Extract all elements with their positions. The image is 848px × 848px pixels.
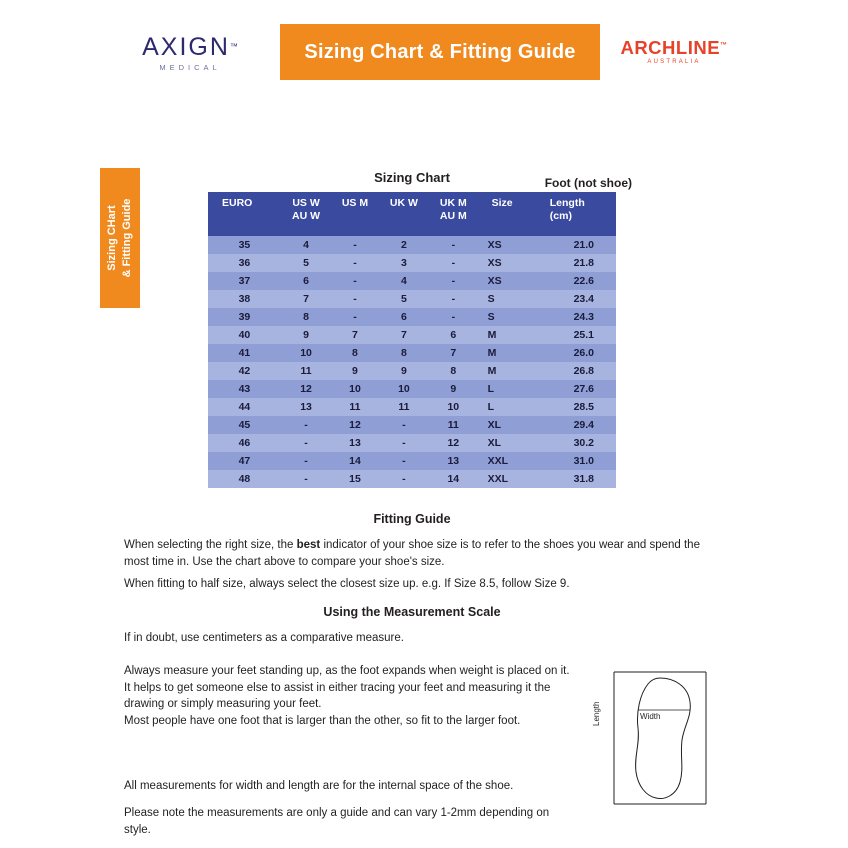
table-cell: 40: [208, 326, 281, 344]
axign-logo-tm: ™: [229, 42, 238, 51]
table-cell: 45: [208, 416, 281, 434]
table-cell: 10: [281, 344, 331, 362]
sizing-table-col-5: UK M AU M: [429, 192, 478, 236]
table-row: [208, 434, 616, 452]
archline-logo-name: ARCHLINE: [620, 36, 721, 58]
sizing-table-col-6: Size: [478, 192, 536, 236]
side-tab-line1: Sizing CHart: [106, 205, 119, 271]
table-cell: 13: [331, 434, 379, 452]
table-cell: XS: [478, 236, 536, 254]
sizing-table-col-3: US M: [331, 192, 379, 236]
table-cell: 36: [208, 254, 281, 272]
table-cell: 7: [331, 326, 379, 344]
table-cell: 24.3: [536, 308, 616, 326]
table-cell: 9: [331, 362, 379, 380]
page-title: Sizing Chart & Fitting Guide: [304, 40, 576, 63]
table-cell: 13: [429, 452, 478, 470]
fitting-p1-before: When selecting the right size, the: [124, 539, 297, 551]
table-cell: XS: [478, 254, 536, 272]
table-cell: -: [281, 470, 331, 488]
table-row: [208, 398, 616, 416]
table-cell: 26.8: [536, 362, 616, 380]
table-cell: 8: [281, 308, 331, 326]
archline-logo: [600, 24, 748, 80]
table-cell: 46: [208, 434, 281, 452]
table-cell: 37: [208, 272, 281, 290]
table-cell: 14: [429, 470, 478, 488]
table-cell: 47: [208, 452, 281, 470]
table-cell: 10: [331, 380, 379, 398]
foot-outline-svg: [596, 664, 726, 809]
fitting-guide-paragraph-1: [124, 537, 702, 570]
measurement-paragraph-5: Please note the measurements are only a guide and can vary 1-2mm depending on style.: [124, 807, 550, 836]
table-cell: 7: [379, 326, 429, 344]
table-cell: 48: [208, 470, 281, 488]
table-cell: -: [379, 434, 429, 452]
table-cell: L: [478, 380, 536, 398]
table-cell: 8: [379, 344, 429, 362]
table-cell: L: [478, 398, 536, 416]
table-cell: XXL: [478, 452, 536, 470]
table-cell: 28.5: [536, 398, 616, 416]
table-cell: 31.8: [536, 470, 616, 488]
table-row: [208, 344, 616, 362]
table-cell: 13: [281, 398, 331, 416]
table-cell: M: [478, 344, 536, 362]
side-tab-line2: & Fitting Guide: [121, 198, 133, 278]
diagram-length-label: Length: [592, 701, 601, 726]
table-cell: 10: [379, 380, 429, 398]
table-cell: 2: [379, 236, 429, 254]
measurement-paragraph-2: Always measure your feet standing up, as the foot expands when weight is placed on it. It helps to get someone else to assist in either tracing your feet and measuring it the drawing or simply measuring your feet.: [124, 665, 570, 711]
table-cell: 11: [379, 398, 429, 416]
table-row: [208, 290, 616, 308]
table-cell: 42: [208, 362, 281, 380]
table-row: [208, 470, 616, 488]
archline-logo-text: [620, 36, 728, 58]
chart-title: Sizing Chart: [374, 170, 450, 185]
table-row: [208, 416, 616, 434]
table-cell: 5: [281, 254, 331, 272]
side-tab: [100, 168, 140, 308]
axign-logo-name: AXIGN: [142, 32, 230, 61]
table-cell: 3: [379, 254, 429, 272]
table-cell: 23.4: [536, 290, 616, 308]
table-cell: 8: [331, 344, 379, 362]
table-cell: -: [429, 308, 478, 326]
sizing-table: [208, 192, 616, 488]
table-row: [208, 362, 616, 380]
table-cell: -: [331, 272, 379, 290]
fitting-guide-paragraph-2: When fitting to half size, always select the closest size up. e.g. If Size 8.5, follow Size 9.: [124, 578, 570, 590]
table-cell: 9: [281, 326, 331, 344]
sizing-table-head: [208, 192, 616, 236]
table-cell: 9: [429, 380, 478, 398]
sizing-table-col-7: Length (cm): [536, 192, 616, 236]
fitting-p1-after: indicator of your shoe size is to refer to the shoes you wear and spend the most time in. Use the chart above to compare your shoe's size.: [124, 539, 700, 568]
archline-logo-sub: AUSTRALIA: [647, 59, 701, 66]
table-cell: 27.6: [536, 380, 616, 398]
table-cell: -: [281, 416, 331, 434]
table-cell: 15: [331, 470, 379, 488]
table-row: [208, 326, 616, 344]
foot-measurement-diagram: [592, 664, 726, 809]
table-cell: -: [429, 272, 478, 290]
side-tab-text: [105, 199, 135, 278]
table-cell: -: [379, 416, 429, 434]
table-row: [208, 308, 616, 326]
table-cell: 30.2: [536, 434, 616, 452]
table-row: [208, 380, 616, 398]
sizing-table-col-2: US W AU W: [281, 192, 331, 236]
table-cell: 21.0: [536, 236, 616, 254]
table-cell: 6: [379, 308, 429, 326]
table-cell: XS: [478, 272, 536, 290]
table-cell: 25.1: [536, 326, 616, 344]
table-cell: 41: [208, 344, 281, 362]
header-band: [100, 24, 748, 80]
measurement-paragraph-3: Most people have one foot that is larger than the other, so fit to the larger foot.: [124, 715, 521, 727]
table-cell: 6: [281, 272, 331, 290]
diagram-width-label: Width: [640, 712, 661, 721]
axign-logo-sub: MEDICAL: [159, 62, 221, 72]
table-cell: XL: [478, 434, 536, 452]
table-cell: -: [281, 434, 331, 452]
table-cell: S: [478, 290, 536, 308]
table-cell: 12: [281, 380, 331, 398]
table-cell: -: [331, 308, 379, 326]
table-cell: 31.0: [536, 452, 616, 470]
table-cell: 35: [208, 236, 281, 254]
table-cell: 8: [429, 362, 478, 380]
measurement-paragraph-1: If in doubt, use centimeters as a comparative measure.: [124, 632, 404, 644]
table-cell: 11: [331, 398, 379, 416]
table-cell: 26.0: [536, 344, 616, 362]
table-cell: 4: [379, 272, 429, 290]
table-cell: 12: [331, 416, 379, 434]
fitting-guide-heading: Fitting Guide: [373, 512, 451, 526]
table-cell: -: [379, 470, 429, 488]
table-cell: -: [429, 236, 478, 254]
table-cell: 10: [429, 398, 478, 416]
table-cell: 21.8: [536, 254, 616, 272]
table-row: [208, 236, 616, 254]
axign-logo: [100, 24, 280, 80]
table-cell: 44: [208, 398, 281, 416]
table-cell: -: [379, 452, 429, 470]
sizing-table-col-4: UK W: [379, 192, 429, 236]
table-cell: -: [331, 254, 379, 272]
table-cell: XXL: [478, 470, 536, 488]
measurement-scale-heading: Using the Measurement Scale: [323, 605, 501, 619]
sizing-table-body: [208, 236, 616, 488]
table-cell: 29.4: [536, 416, 616, 434]
table-cell: 12: [429, 434, 478, 452]
table-cell: 14: [331, 452, 379, 470]
measurement-paragraph-4: All measurements for width and length are for the internal space of the shoe.: [124, 780, 514, 792]
table-cell: S: [478, 308, 536, 326]
table-cell: 39: [208, 308, 281, 326]
sizing-table-header-row: [208, 192, 616, 236]
table-cell: -: [281, 452, 331, 470]
table-cell: 4: [281, 236, 331, 254]
table-cell: 38: [208, 290, 281, 308]
table-cell: -: [429, 254, 478, 272]
table-cell: 22.6: [536, 272, 616, 290]
table-cell: -: [331, 290, 379, 308]
archline-logo-tm: ™: [720, 41, 728, 49]
table-row: [208, 272, 616, 290]
table-cell: -: [331, 236, 379, 254]
table-cell: 9: [379, 362, 429, 380]
table-cell: 5: [379, 290, 429, 308]
table-cell: -: [429, 290, 478, 308]
table-cell: 7: [281, 290, 331, 308]
table-row: [208, 452, 616, 470]
foot-not-shoe-note: Foot (not shoe): [544, 176, 632, 190]
table-cell: M: [478, 326, 536, 344]
table-cell: XL: [478, 416, 536, 434]
table-cell: 11: [429, 416, 478, 434]
table-cell: 43: [208, 380, 281, 398]
axign-logo-text: [142, 32, 238, 61]
sizing-table-col-1: EURO: [208, 192, 281, 236]
table-row: [208, 254, 616, 272]
table-cell: 6: [429, 326, 478, 344]
table-cell: M: [478, 362, 536, 380]
table-cell: 7: [429, 344, 478, 362]
table-cell: 11: [281, 362, 331, 380]
fitting-p1-bold: best: [296, 539, 321, 551]
